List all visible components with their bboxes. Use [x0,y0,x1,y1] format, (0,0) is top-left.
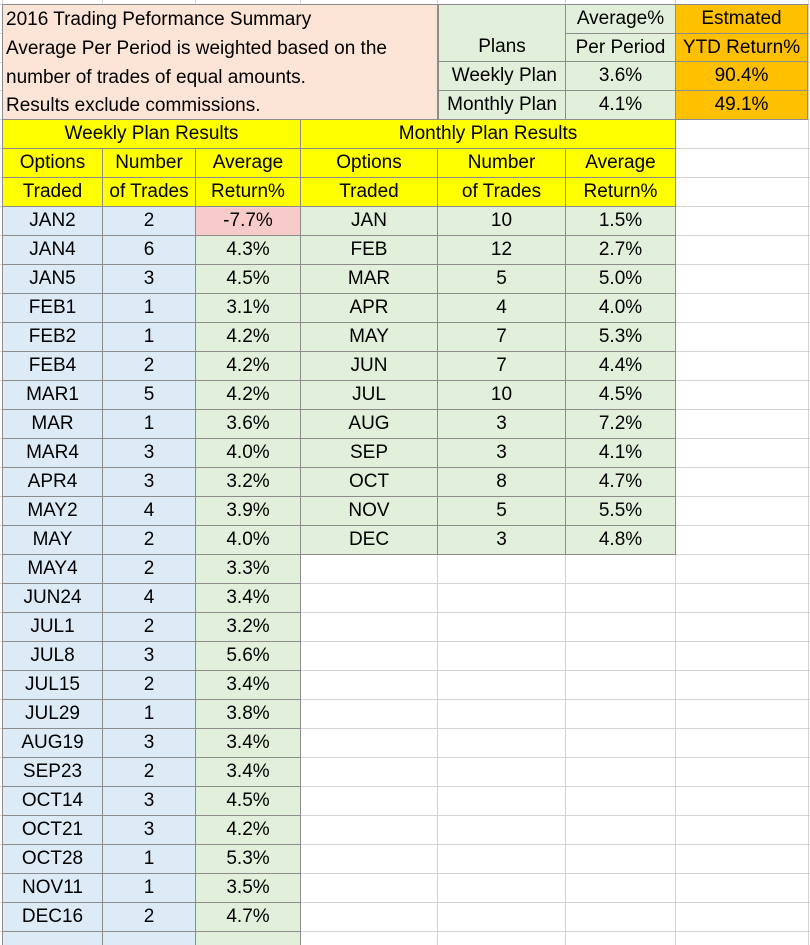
weekly-return-cell[interactable]: 3.4% [195,583,301,613]
weekly-return-cell[interactable]: 4.2% [195,380,301,410]
monthly-trades-cell[interactable]: 3 [437,525,566,555]
summary-note-line: Results exclude commissions. [6,95,261,116]
weekly-return-cell[interactable]: 4.5% [195,264,301,294]
monthly-option-cell[interactable]: JUN [300,351,438,381]
weekly-return-cell[interactable]: 4.0% [195,438,301,468]
monthly-trades-cell[interactable]: 4 [437,293,566,323]
avg-per-period-header: Average% [565,4,676,34]
weekly-option-cell[interactable]: OCT14 [2,786,103,816]
weekly-trades-cell[interactable]: 2 [102,206,196,236]
weekly-return-cell[interactable]: 4.7% [195,902,301,932]
ytd-return-header: YTD Return% [675,33,808,62]
monthly-return-cell[interactable]: 7.2% [565,409,676,439]
monthly-results-title: Monthly Plan Results [300,119,676,149]
weekly-trades-cell[interactable]: 2 [102,902,196,932]
weekly-trades-cell[interactable]: 2 [102,554,196,584]
weekly-return-cell[interactable]: 3.1% [195,293,301,323]
weekly-trades-cell[interactable]: 2 [102,757,196,787]
monthly-option-cell[interactable]: MAY [300,322,438,352]
weekly-return-cell[interactable]: 5.6% [195,641,301,671]
weekly-trades-cell[interactable]: 1 [102,873,196,903]
weekly-return-cell[interactable]: 4.5% [195,786,301,816]
weekly-results-title: Weekly Plan Results [2,119,301,149]
summary-note-line: Average Per Period is weighted based on the [6,38,387,59]
weekly-return-cell[interactable]: 4.2% [195,322,301,352]
column-header: Return% [565,177,676,207]
weekly-trades-cell[interactable]: 1 [102,322,196,352]
monthly-option-cell[interactable]: AUG [300,409,438,439]
column-header: Options [2,148,103,178]
weekly-option-cell[interactable]: JUN24 [2,583,103,613]
weekly-option-cell[interactable]: DEC16 [2,902,103,932]
monthly-trades-cell[interactable]: 8 [437,467,566,497]
weekly-return-cell[interactable]: 3.4% [195,757,301,787]
column-header: Average [565,148,676,178]
weekly-return-cell[interactable]: 4.2% [195,351,301,381]
weekly-option-cell[interactable]: JAN2 [2,206,103,236]
weekly-option-cell[interactable]: JUL29 [2,699,103,729]
weekly-empty-cell[interactable] [102,931,196,945]
weekly-return-cell[interactable]: 3.8% [195,699,301,729]
monthly-return-cell[interactable]: 2.7% [565,235,676,265]
weekly-trades-cell[interactable]: 1 [102,409,196,439]
avg-per-period-header: Per Period [565,33,676,62]
weekly-trades-cell[interactable]: 2 [102,670,196,700]
weekly-option-cell[interactable]: JAN4 [2,235,103,265]
monthly-option-cell[interactable]: DEC [300,525,438,555]
summary-note-line: number of trades of equal amounts. [6,67,306,88]
weekly-return-cell[interactable]: 3.3% [195,554,301,584]
weekly-empty-cell[interactable] [2,931,103,945]
monthly-return-cell[interactable]: 4.7% [565,467,676,497]
weekly-empty-cell[interactable] [195,931,301,945]
weekly-return-cell[interactable]: 3.4% [195,670,301,700]
column-header: of Trades [102,177,196,207]
weekly-trades-cell[interactable]: 1 [102,293,196,323]
monthly-option-cell[interactable]: SEP [300,438,438,468]
weekly-option-cell[interactable]: FEB1 [2,293,103,323]
monthly-trades-cell[interactable]: 5 [437,496,566,526]
plan-avg-cell[interactable]: 4.1% [565,90,676,120]
monthly-return-cell[interactable]: 1.5% [565,206,676,236]
weekly-return-cell[interactable]: 3.4% [195,728,301,758]
monthly-return-cell[interactable]: 5.3% [565,322,676,352]
weekly-option-cell[interactable]: AUG19 [2,728,103,758]
monthly-trades-cell[interactable]: 10 [437,380,566,410]
weekly-option-cell[interactable]: MAY [2,525,103,555]
weekly-option-cell[interactable]: OCT21 [2,815,103,845]
weekly-trades-cell[interactable]: 1 [102,699,196,729]
weekly-option-cell[interactable]: MAY2 [2,496,103,526]
monthly-trades-cell[interactable]: 10 [437,206,566,236]
weekly-option-cell[interactable]: NOV11 [2,873,103,903]
weekly-option-cell[interactable]: SEP23 [2,757,103,787]
weekly-return-cell[interactable]: 3.2% [195,467,301,497]
weekly-trades-cell[interactable]: 3 [102,815,196,845]
monthly-return-cell[interactable]: 4.1% [565,438,676,468]
weekly-option-cell[interactable]: FEB2 [2,322,103,352]
weekly-return-cell[interactable]: 4.0% [195,525,301,555]
weekly-trades-cell[interactable]: 2 [102,612,196,642]
weekly-return-cell[interactable]: 3.9% [195,496,301,526]
column-header: Average [195,148,301,178]
plan-name-cell[interactable]: Monthly Plan [438,90,566,120]
weekly-option-cell[interactable]: JUL15 [2,670,103,700]
weekly-option-cell[interactable]: OCT28 [2,844,103,874]
weekly-option-cell[interactable]: JUL1 [2,612,103,642]
monthly-option-cell[interactable]: MAR [300,264,438,294]
weekly-trades-cell[interactable]: 6 [102,235,196,265]
column-header: Traded [300,177,438,207]
column-header: Number [437,148,566,178]
weekly-return-cell[interactable]: 3.5% [195,873,301,903]
plan-ytd-cell[interactable]: 90.4% [675,61,808,91]
monthly-return-cell[interactable]: 4.5% [565,380,676,410]
column-header: Number [102,148,196,178]
weekly-option-cell[interactable]: JUL8 [2,641,103,671]
weekly-return-cell[interactable]: 3.6% [195,409,301,439]
monthly-trades-cell[interactable]: 3 [437,409,566,439]
weekly-return-cell[interactable]: 5.3% [195,844,301,874]
summary-title: 2016 Trading Peformance Summary [6,9,312,30]
weekly-trades-cell[interactable]: 3 [102,467,196,497]
weekly-option-cell[interactable]: MAR1 [2,380,103,410]
weekly-return-cell[interactable]: 3.2% [195,612,301,642]
weekly-option-cell[interactable]: FEB4 [2,351,103,381]
weekly-trades-cell[interactable]: 3 [102,641,196,671]
monthly-option-cell[interactable]: JUL [300,380,438,410]
weekly-trades-cell[interactable]: 4 [102,496,196,526]
column-header: Return% [195,177,301,207]
weekly-trades-cell[interactable]: 3 [102,786,196,816]
weekly-trades-cell[interactable]: 2 [102,525,196,555]
weekly-return-cell[interactable]: -7.7% [195,206,301,236]
plan-name-cell[interactable]: Weekly Plan [438,61,566,91]
weekly-trades-cell[interactable]: 4 [102,583,196,613]
monthly-trades-cell[interactable]: 3 [437,438,566,468]
weekly-return-cell[interactable]: 4.2% [195,815,301,845]
weekly-option-cell[interactable]: MAY4 [2,554,103,584]
monthly-trades-cell[interactable]: 7 [437,322,566,352]
weekly-option-cell[interactable]: MAR4 [2,438,103,468]
column-header: Traded [2,177,103,207]
monthly-option-cell[interactable]: NOV [300,496,438,526]
monthly-option-cell[interactable]: JAN [300,206,438,236]
monthly-return-cell[interactable]: 4.4% [565,351,676,381]
monthly-return-cell[interactable]: 5.0% [565,264,676,294]
monthly-trades-cell[interactable]: 7 [437,351,566,381]
monthly-option-cell[interactable]: OCT [300,467,438,497]
weekly-trades-cell[interactable]: 3 [102,728,196,758]
weekly-trades-cell[interactable]: 2 [102,351,196,381]
ytd-return-header: Estmated [675,4,808,34]
weekly-option-cell[interactable]: MAR [2,409,103,439]
monthly-return-cell[interactable]: 5.5% [565,496,676,526]
plans-header: Plans [438,4,566,62]
weekly-trades-cell[interactable]: 3 [102,438,196,468]
monthly-trades-cell[interactable]: 5 [437,264,566,294]
plan-ytd-cell[interactable]: 49.1% [675,90,808,120]
column-header: Options [300,148,438,178]
monthly-option-cell[interactable]: FEB [300,235,438,265]
column-header: of Trades [437,177,566,207]
weekly-trades-cell[interactable]: 1 [102,844,196,874]
monthly-return-cell[interactable]: 4.0% [565,293,676,323]
weekly-option-cell[interactable]: JAN5 [2,264,103,294]
weekly-option-cell[interactable]: APR4 [2,467,103,497]
monthly-return-cell[interactable]: 4.8% [565,525,676,555]
plan-avg-cell[interactable]: 3.6% [565,61,676,91]
weekly-trades-cell[interactable]: 3 [102,264,196,294]
weekly-trades-cell[interactable]: 5 [102,380,196,410]
weekly-return-cell[interactable]: 4.3% [195,235,301,265]
monthly-option-cell[interactable]: APR [300,293,438,323]
monthly-trades-cell[interactable]: 12 [437,235,566,265]
